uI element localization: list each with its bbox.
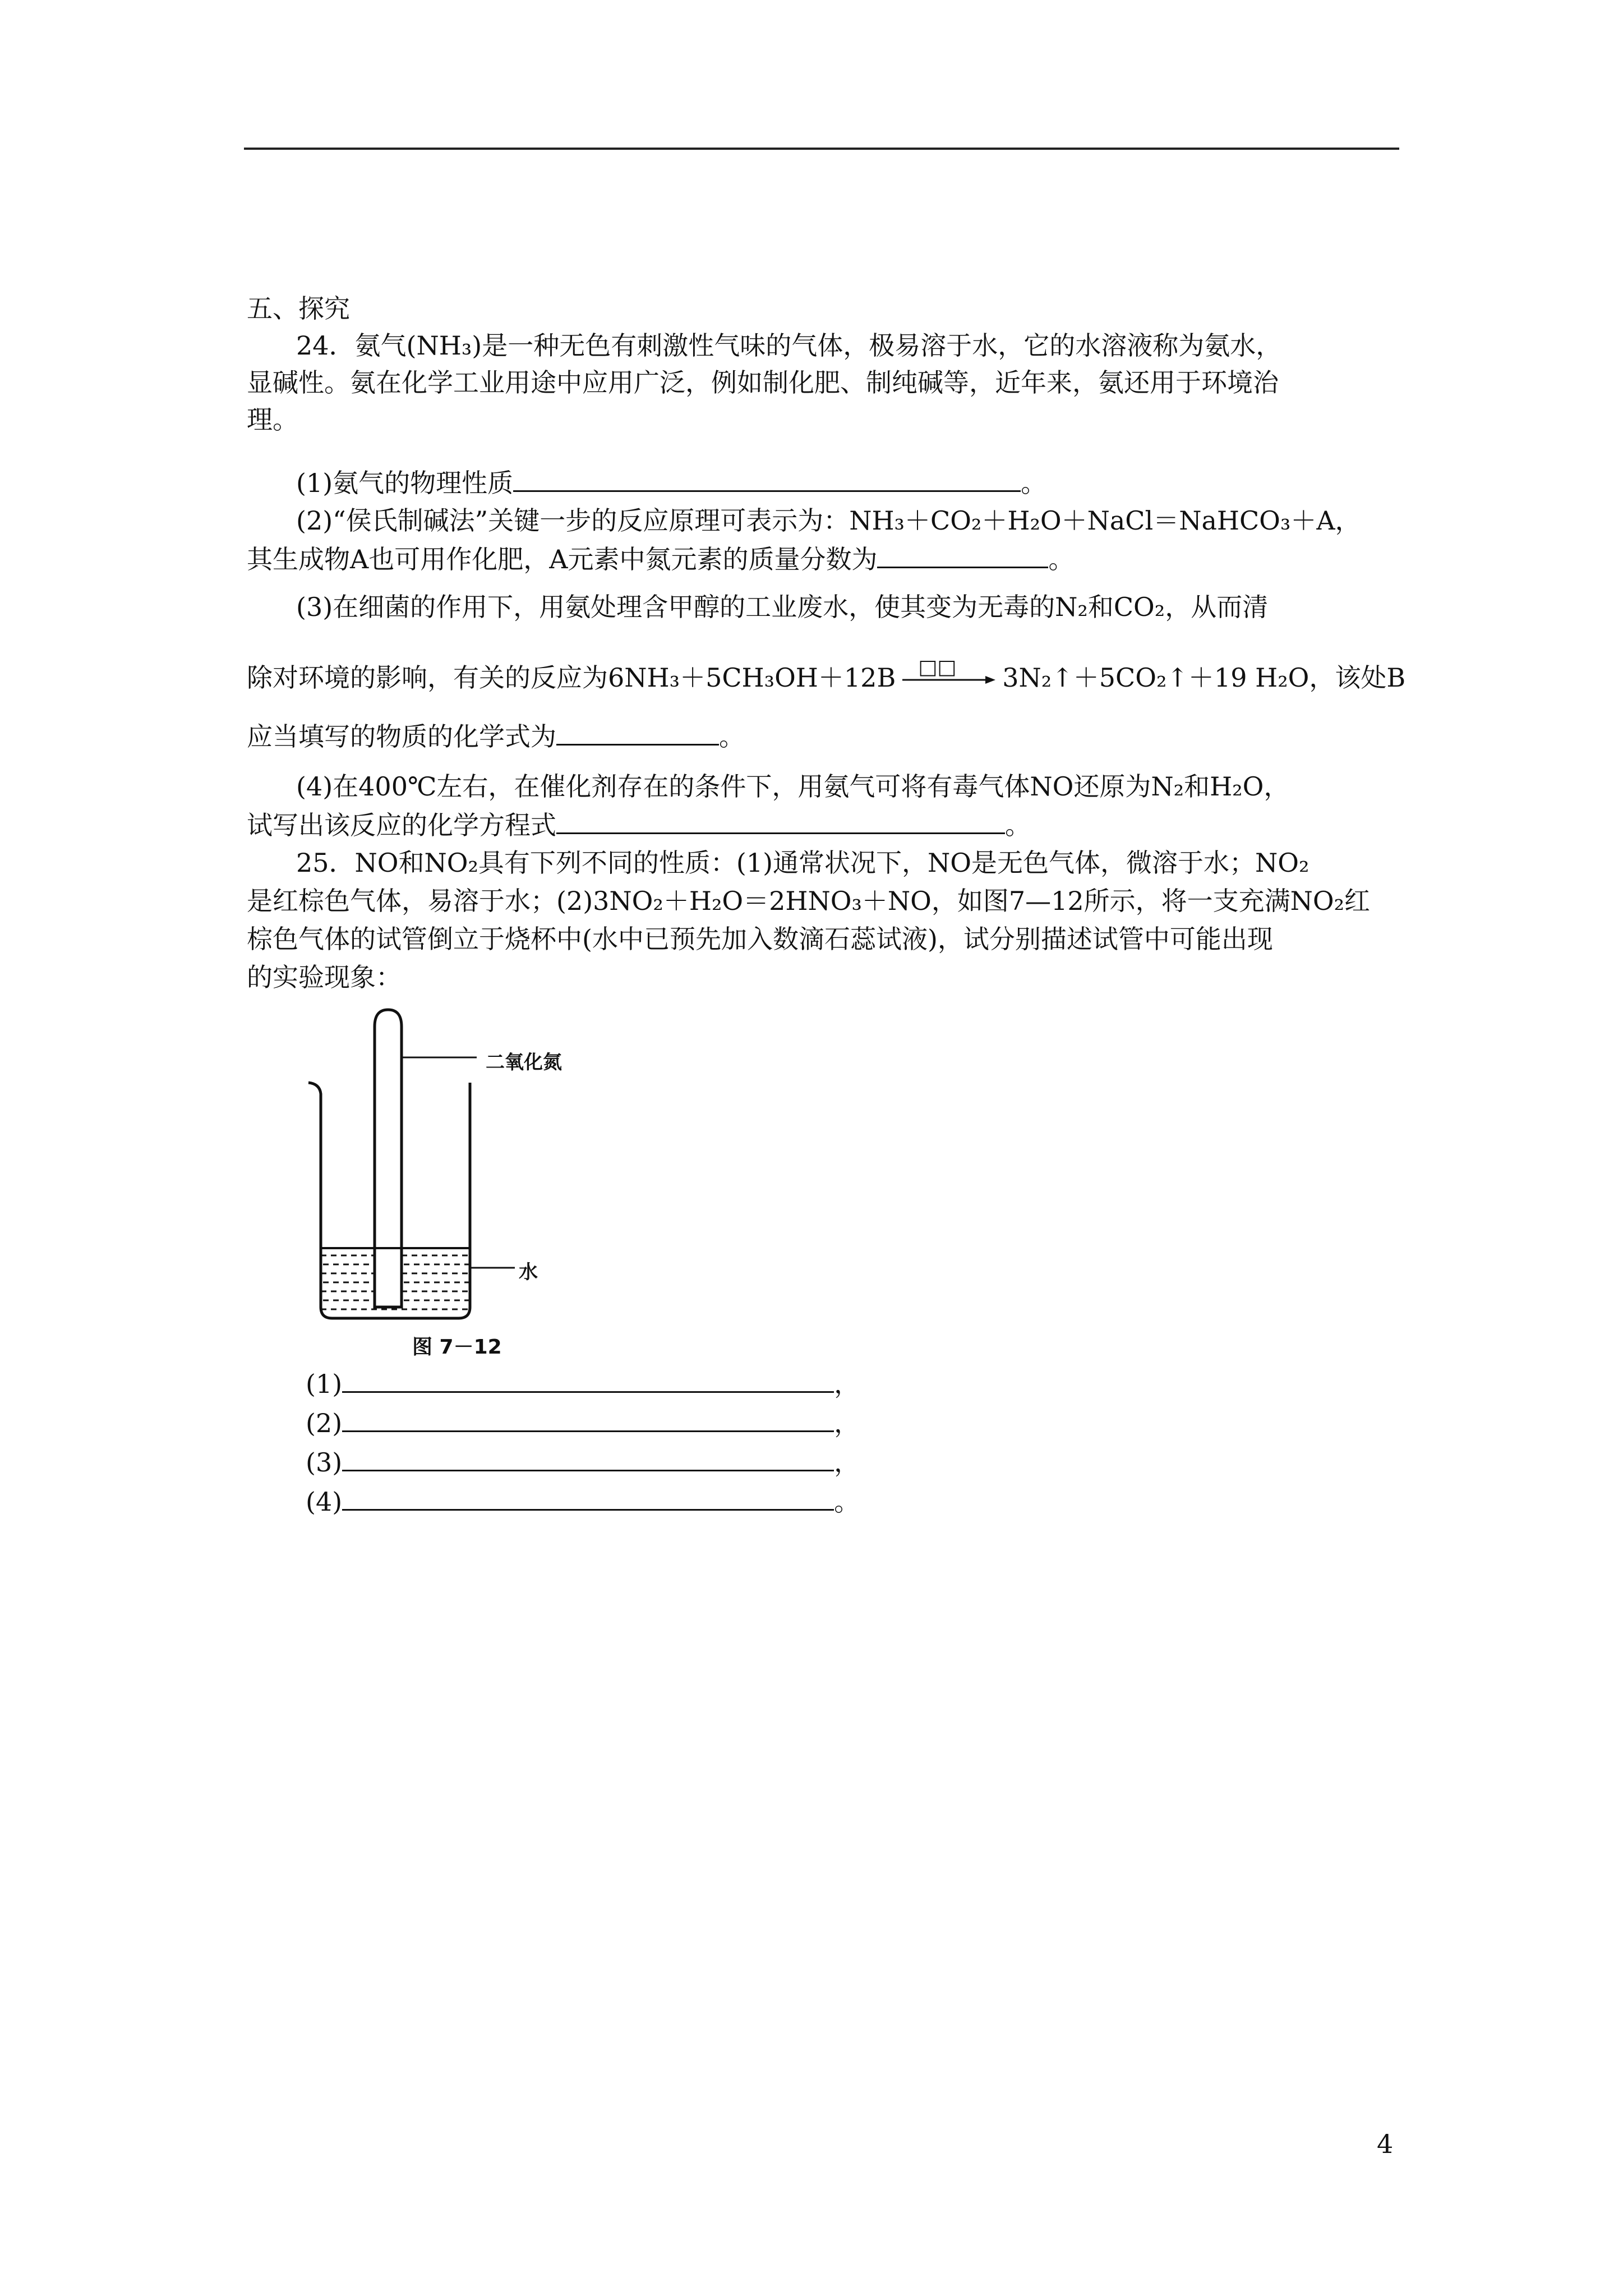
q24-part1: [296, 466, 1046, 500]
q24-part3-end: 。: [719, 721, 745, 752]
answer-line-4: [306, 1484, 860, 1519]
answer-blank[interactable]: [556, 719, 719, 746]
q24-part4-line-2: [247, 808, 1031, 842]
q24-part1-label: (1)氨气的物理性质: [296, 468, 514, 498]
q24-part2-line-2: [247, 542, 1074, 576]
q25-line-4: 的实验现象：: [247, 962, 402, 992]
q24-part3-equation-left: 除对环境的影响，有关的反应为6NH₃＋5CH₃OH＋12B: [247, 662, 896, 693]
q24-part4-label: 试写出该反应的化学方程式: [247, 810, 556, 840]
q24-part3-equation-right: 3N₂↑＋5CO₂↑＋19 H₂O，该处B: [1002, 662, 1406, 693]
answer-end: ，: [834, 1447, 860, 1478]
answer-blank[interactable]: [513, 466, 1021, 492]
q24-part3-line-1: (3)在细菌的作用下，用氨处理含甲醇的工业废水，使其变为无毒的N₂和CO₂，从而清: [296, 592, 1269, 622]
answer-label: (3): [306, 1447, 343, 1478]
answer-end: ，: [834, 1408, 860, 1438]
beaker-figure: [292, 987, 684, 1346]
answer-blank[interactable]: [342, 1445, 834, 1471]
q24-line-1: 24．氨气(NH₃)是一种无色有刺激性气味的气体，极易溶于水，它的水溶液称为氨水，: [296, 330, 1282, 361]
figure-caption: 图 7－12: [412, 1336, 502, 1359]
q24-part2-label: 其生成物A也可用作化肥，A元素中氮元素的质量分数为: [247, 544, 878, 574]
answer-blank[interactable]: [342, 1484, 834, 1511]
q24-part3-label: 应当填写的物质的化学式为: [247, 721, 556, 752]
tube-inside-water: [376, 1248, 400, 1307]
reaction-condition: □□: [918, 656, 957, 679]
q24-part3-line-3: [247, 719, 745, 753]
answer-blank[interactable]: [877, 542, 1048, 568]
q25-line-1: 25．NO和NO₂具有下列不同的性质：(1)通常状况下，NO是无色气体，微溶于水；NO₂: [296, 848, 1310, 878]
q24-part4-end: 。: [1005, 810, 1031, 840]
answer-line-1: [306, 1366, 860, 1401]
q24-line-2: 显碱性。氨在化学工业用途中应用广泛，例如制化肥、制纯碱等，近年来，氨还用于环境治: [247, 367, 1279, 398]
answer-end: 。: [834, 1487, 860, 1517]
q24-part3-line-2: [247, 656, 1406, 694]
page-number: 4: [1377, 2129, 1394, 2159]
answer-blank[interactable]: [342, 1406, 834, 1432]
answer-blank[interactable]: [342, 1366, 834, 1393]
answer-label: (4): [306, 1487, 343, 1517]
q25-line-3: 棕色气体的试管倒立于烧杯中(水中已预先加入数滴石蕊试液)，试分别描述试管中可能出现: [247, 924, 1273, 954]
q24-line-3: 理。: [247, 404, 298, 435]
answer-blank[interactable]: [556, 808, 1005, 834]
q25-line-2: 是红棕色气体，易溶于水；(2)3NO₂＋H₂O＝2HNO₃＋NO，如图7—12所示，将一支充满NO₂红: [247, 886, 1371, 916]
q24-part1-end: 。: [1021, 468, 1047, 498]
q24-part2-end: 。: [1048, 544, 1075, 574]
answer-label: (2): [306, 1408, 343, 1438]
header-rule: [244, 148, 1399, 150]
answer-end: ，: [834, 1369, 860, 1399]
section-title: 五、探究: [247, 293, 350, 324]
figure-label-gas: 二氧化氮: [486, 1051, 562, 1074]
figure-label-water: 水: [519, 1261, 538, 1283]
answer-line-2: [306, 1406, 860, 1440]
q24-part2-line-1: (2)“侯氏制碱法”关键一步的反应原理可表示为：NH₃＋CO₂＋H₂O＋NaCl＝NaHCO₃＋A，: [296, 505, 1361, 536]
q24-part4-line-1: (4)在400℃左右，在催化剂存在的条件下，用氨气可将有毒气体NO还原为N₂和H₂O，: [296, 771, 1290, 802]
answer-label: (1): [306, 1369, 343, 1399]
answer-line-3: [306, 1445, 860, 1479]
reaction-arrow: [901, 656, 997, 691]
arrow-icon: [901, 674, 997, 685]
